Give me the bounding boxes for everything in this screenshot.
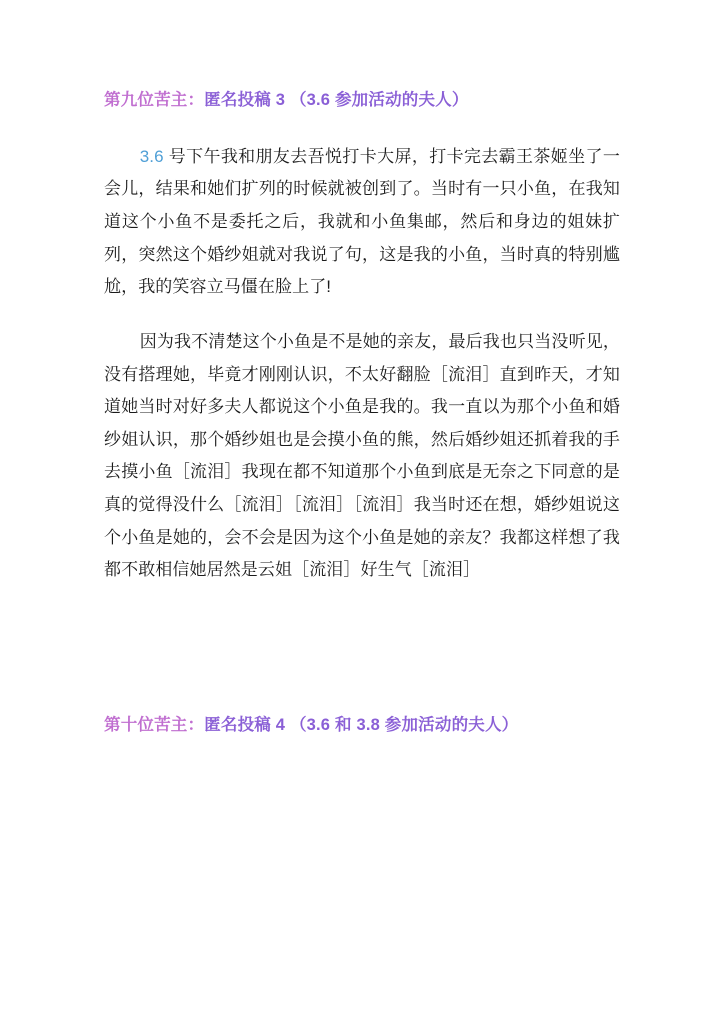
- paragraph-2-text: 因为我不清楚这个小鱼是不是她的亲友，最后我也只当没听见，没有搭理她，毕竟才刚刚认识，不太好翻脸［流泪］直到昨天，才知道她当时对好多夫人都说这个小鱼是我的。我一直以为那个小鱼和婚纱姐认识，那个婚纱姐也是会摸小鱼的熊，然后婚纱姐还抓着我的手去摸小鱼［流泪］我现在都不知道那个小鱼到底是无奈之下同意的是真的觉得没什么［流泪］［流泪］［流泪］我当时还在想，婚纱姐说这个小鱼是她的，会不会是因为这个小鱼是她的亲友？我都这样想了我都不敢相信她居然是云姐［流泪］好生气［流泪］: [104, 331, 620, 580]
- section-heading-tenth: [104, 713, 620, 738]
- section-heading-label-2: 第十位苦主：: [104, 715, 205, 734]
- paragraph-1-text: 号下午我和朋友去吾悦打卡大屏，打卡完去霸王茶姬坐了一会儿，结果和她们扩列的时候就被创到了。当时有一只小鱼，在我知道这个小鱼不是委托之后，我就和小鱼集邮，然后和身边的姐妹扩列，突然这个婚纱姐就对我说了句，这是我的小鱼，当时真的特别尴尬，我的笑容立马僵在脸上了!: [104, 146, 620, 297]
- section-heading-body: 匿名投稿 3 （3.6 参加活动的夫人）: [204, 91, 469, 109]
- section-heading-ninth: [104, 88, 620, 113]
- section-heading-label: 第九位苦主：: [104, 91, 205, 109]
- paragraph-2: [104, 326, 620, 587]
- paragraph-1: [104, 141, 620, 304]
- paragraph-1-accent: 3.6: [139, 146, 169, 166]
- section-spacer: [104, 609, 620, 713]
- section-heading-body-2: 匿名投稿 4 （3.6 和 3.8 参加活动的夫人）: [204, 715, 519, 734]
